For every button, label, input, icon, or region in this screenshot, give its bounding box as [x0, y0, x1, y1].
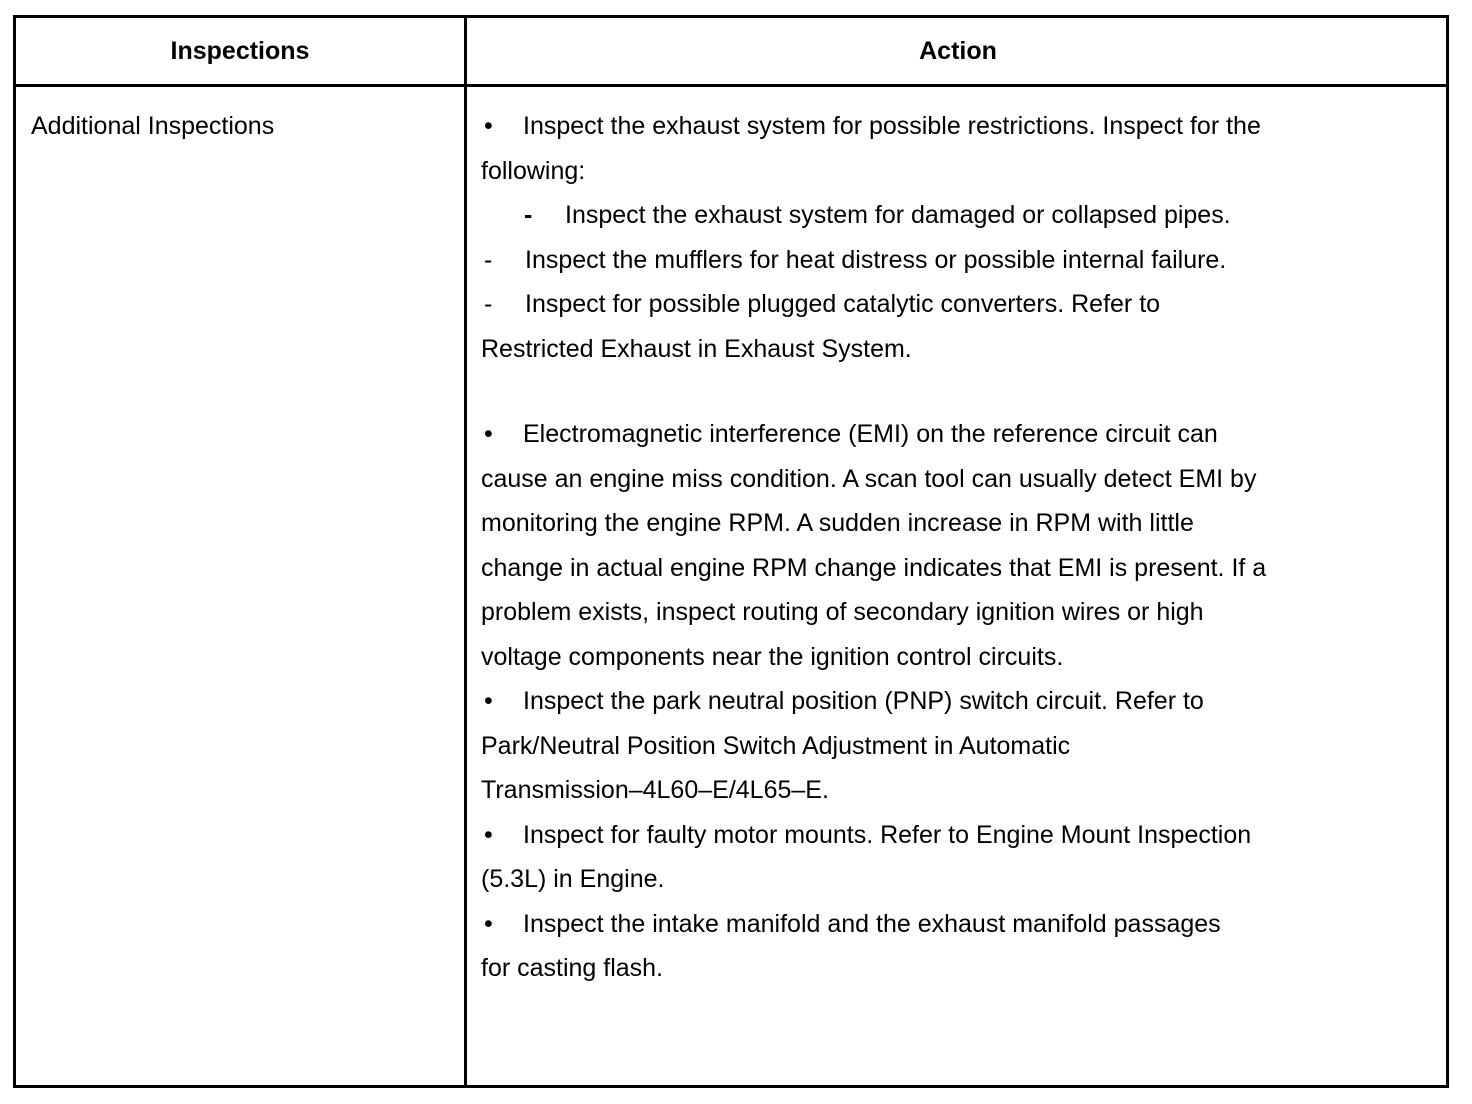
- action-text: change in actual engine RPM change indicates that EMI is present. If a: [481, 553, 1267, 582]
- action-cell: [481, 104, 1441, 991]
- bullet-marker: •: [484, 112, 493, 140]
- action-line: [481, 679, 1441, 724]
- inspection-table: [13, 15, 1449, 1088]
- action-text: for casting flash.: [481, 954, 664, 982]
- header-action: Action: [919, 37, 997, 65]
- action-line: [481, 282, 1441, 327]
- action-text: Inspect for faulty motor mounts. Refer to Engine Mount Inspection: [523, 820, 1252, 849]
- action-text: Restricted Exhaust in Exhaust System.: [481, 334, 912, 363]
- action-text: Electromagnetic interference (EMI) on the reference circuit can: [523, 420, 1218, 448]
- dash-marker: -: [524, 201, 533, 229]
- action-text: following:: [481, 156, 586, 185]
- header-inspections: Inspections: [170, 37, 310, 65]
- action-line: [481, 193, 1441, 238]
- action-text: problem exists, inspect routing of secondary ignition wires or high: [481, 598, 1204, 626]
- action-text: Park/Neutral Position Switch Adjustment in Automatic: [481, 731, 1071, 760]
- dash-marker: -: [484, 290, 493, 318]
- column-divider: [464, 18, 467, 1085]
- action-line: [481, 546, 1441, 591]
- action-line: [481, 946, 1441, 991]
- bullet-marker: •: [484, 820, 493, 849]
- action-line: [481, 902, 1441, 947]
- action-text: Transmission–4L60–E/4L65–E.: [481, 776, 829, 804]
- action-line: [481, 590, 1441, 635]
- action-text: (5.3L) in Engine.: [481, 865, 665, 893]
- header-divider: [16, 84, 1446, 87]
- action-text: Inspect the park neutral position (PNP) switch circuit. Refer to: [523, 687, 1204, 715]
- action-text: Inspect the exhaust system for damaged or collapsed pipes.: [565, 201, 1231, 229]
- action-text: cause an engine miss condition. A scan tool can usually detect EMI by: [481, 464, 1257, 493]
- action-line: [481, 635, 1441, 680]
- action-text: Inspect the mufflers for heat distress or possible internal failure.: [525, 245, 1227, 274]
- bullet-marker: •: [484, 909, 493, 938]
- action-line: [481, 327, 1441, 372]
- action-line: [481, 149, 1441, 194]
- bullet-marker: •: [484, 687, 493, 715]
- dash-marker: -: [484, 245, 493, 274]
- action-text: monitoring the engine RPM. A sudden increase in RPM with little: [481, 509, 1194, 537]
- action-line: [481, 768, 1441, 813]
- bullet-marker: •: [484, 420, 493, 448]
- action-text: Inspect for possible plugged catalytic converters. Refer to: [525, 290, 1161, 318]
- inspection-cell: Additional Inspections: [31, 112, 275, 140]
- action-line: [481, 457, 1441, 502]
- action-line: [481, 813, 1441, 858]
- action-line: [481, 104, 1441, 149]
- action-text: Inspect the exhaust system for possible restrictions. Inspect for the: [523, 112, 1261, 140]
- paragraph-gap: [481, 371, 1441, 412]
- action-line: [481, 724, 1441, 769]
- action-line: [481, 412, 1441, 457]
- action-line: [481, 501, 1441, 546]
- action-line: [481, 857, 1441, 902]
- action-text: voltage components near the ignition control circuits.: [481, 642, 1064, 671]
- action-line: [481, 238, 1441, 283]
- action-text: Inspect the intake manifold and the exhaust manifold passages: [523, 909, 1221, 938]
